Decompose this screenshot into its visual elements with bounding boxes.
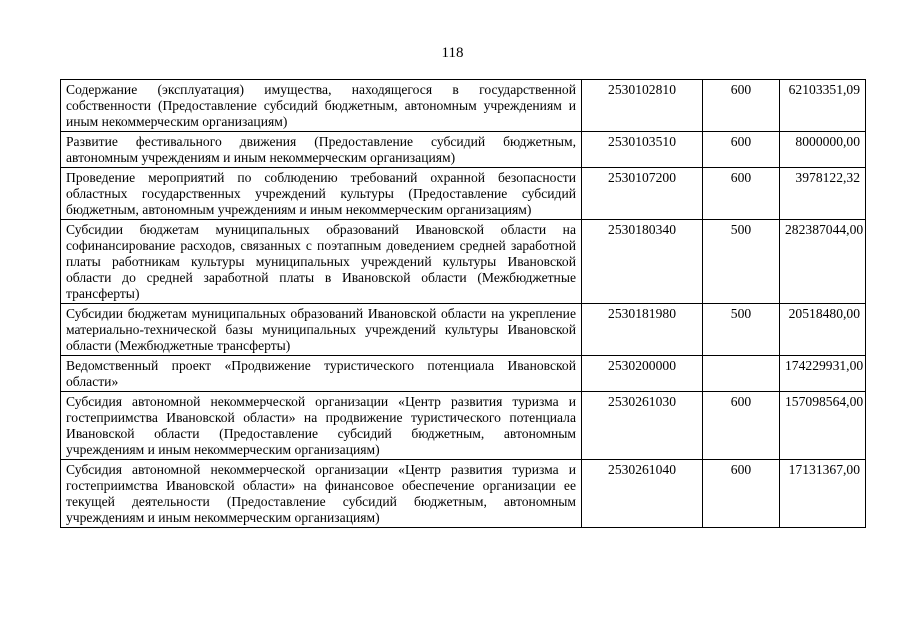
- expense-type-cell: 600: [703, 80, 780, 132]
- expense-type-cell: 600: [703, 132, 780, 168]
- table-row: [61, 220, 866, 304]
- target-code-cell: 2530200000: [582, 356, 703, 392]
- expense-type-cell: 500: [703, 304, 780, 356]
- table-row: [61, 168, 866, 220]
- amount-cell: 174229931,00: [780, 356, 866, 392]
- expense-type-cell: 600: [703, 460, 780, 528]
- expense-type-cell: 500: [703, 220, 780, 304]
- amount-cell: 157098564,00: [780, 392, 866, 460]
- expense-name-cell: Субсидии бюджетам муниципальных образований Ивановской области на укрепление материально-технической базы муниципальных учреждений культуры Ивановской области (Межбюджетные трансферты): [61, 304, 582, 356]
- expense-type-cell: 600: [703, 168, 780, 220]
- amount-cell: 3978122,32: [780, 168, 866, 220]
- expense-name-cell: Ведомственный проект «Продвижение туристического потенциала Ивановской области»: [61, 356, 582, 392]
- expense-name-cell: Субсидия автономной некоммерческой организации «Центр развития туризма и гостеприимства Ивановской области» на финансовое обеспечение организации ее текущей деятельности (Предоставление субсидий бюджетным, автономным учреждениям и иным некоммерческим организациям): [61, 460, 582, 528]
- target-code-cell: 2530103510: [582, 132, 703, 168]
- target-code-cell: 2530261040: [582, 460, 703, 528]
- amount-cell: 8000000,00: [780, 132, 866, 168]
- expense-name-cell: Субсидии бюджетам муниципальных образований Ивановской области на софинансирование расходов, связанных с поэтапным доведением средней заработной платы работникам культуры муниципальных учреждений культуры Ивановской области до средней заработной платы в Ивановской области (Межбюджетные трансферты): [61, 220, 582, 304]
- target-code-cell: 2530180340: [582, 220, 703, 304]
- target-code-cell: 2530181980: [582, 304, 703, 356]
- budget-table: [60, 79, 866, 528]
- table-row: [61, 356, 866, 392]
- amount-cell: 17131367,00: [780, 460, 866, 528]
- table-row: [61, 132, 866, 168]
- page-number: 118: [441, 45, 464, 61]
- table-row: [61, 460, 866, 528]
- table-row: [61, 304, 866, 356]
- amount-cell: 62103351,09: [780, 80, 866, 132]
- expense-type-cell: [703, 356, 780, 392]
- expense-name-cell: Развитие фестивального движения (Предоставление субсидий бюджетным, автономным учреждениям и иным некоммерческим организациям): [61, 132, 582, 168]
- expense-name-cell: Проведение мероприятий по соблюдению требований охранной безопасности областных государственных учреждений культуры (Предоставление субсидий бюджетным, автономным учреждениям и иным некоммерческим организациям): [61, 168, 582, 220]
- target-code-cell: 2530102810: [582, 80, 703, 132]
- amount-cell: 282387044,00: [780, 220, 866, 304]
- expense-type-cell: 600: [703, 392, 780, 460]
- target-code-cell: 2530261030: [582, 392, 703, 460]
- table-row: [61, 392, 866, 460]
- expense-name-cell: Субсидия автономной некоммерческой организации «Центр развития туризма и гостеприимства Ивановской области» на продвижение туристического потенциала Ивановской области (Предоставление субсидий бюджетным, автономным учреждениям и иным некоммерческим организациям): [61, 392, 582, 460]
- amount-cell: 20518480,00: [780, 304, 866, 356]
- expense-name-cell: Содержание (эксплуатация) имущества, находящегося в государственной собственности (Предоставление субсидий бюджетным, автономным учреждениям и иным некоммерческим организациям): [61, 80, 582, 132]
- target-code-cell: 2530107200: [582, 168, 703, 220]
- table-row: [61, 80, 866, 132]
